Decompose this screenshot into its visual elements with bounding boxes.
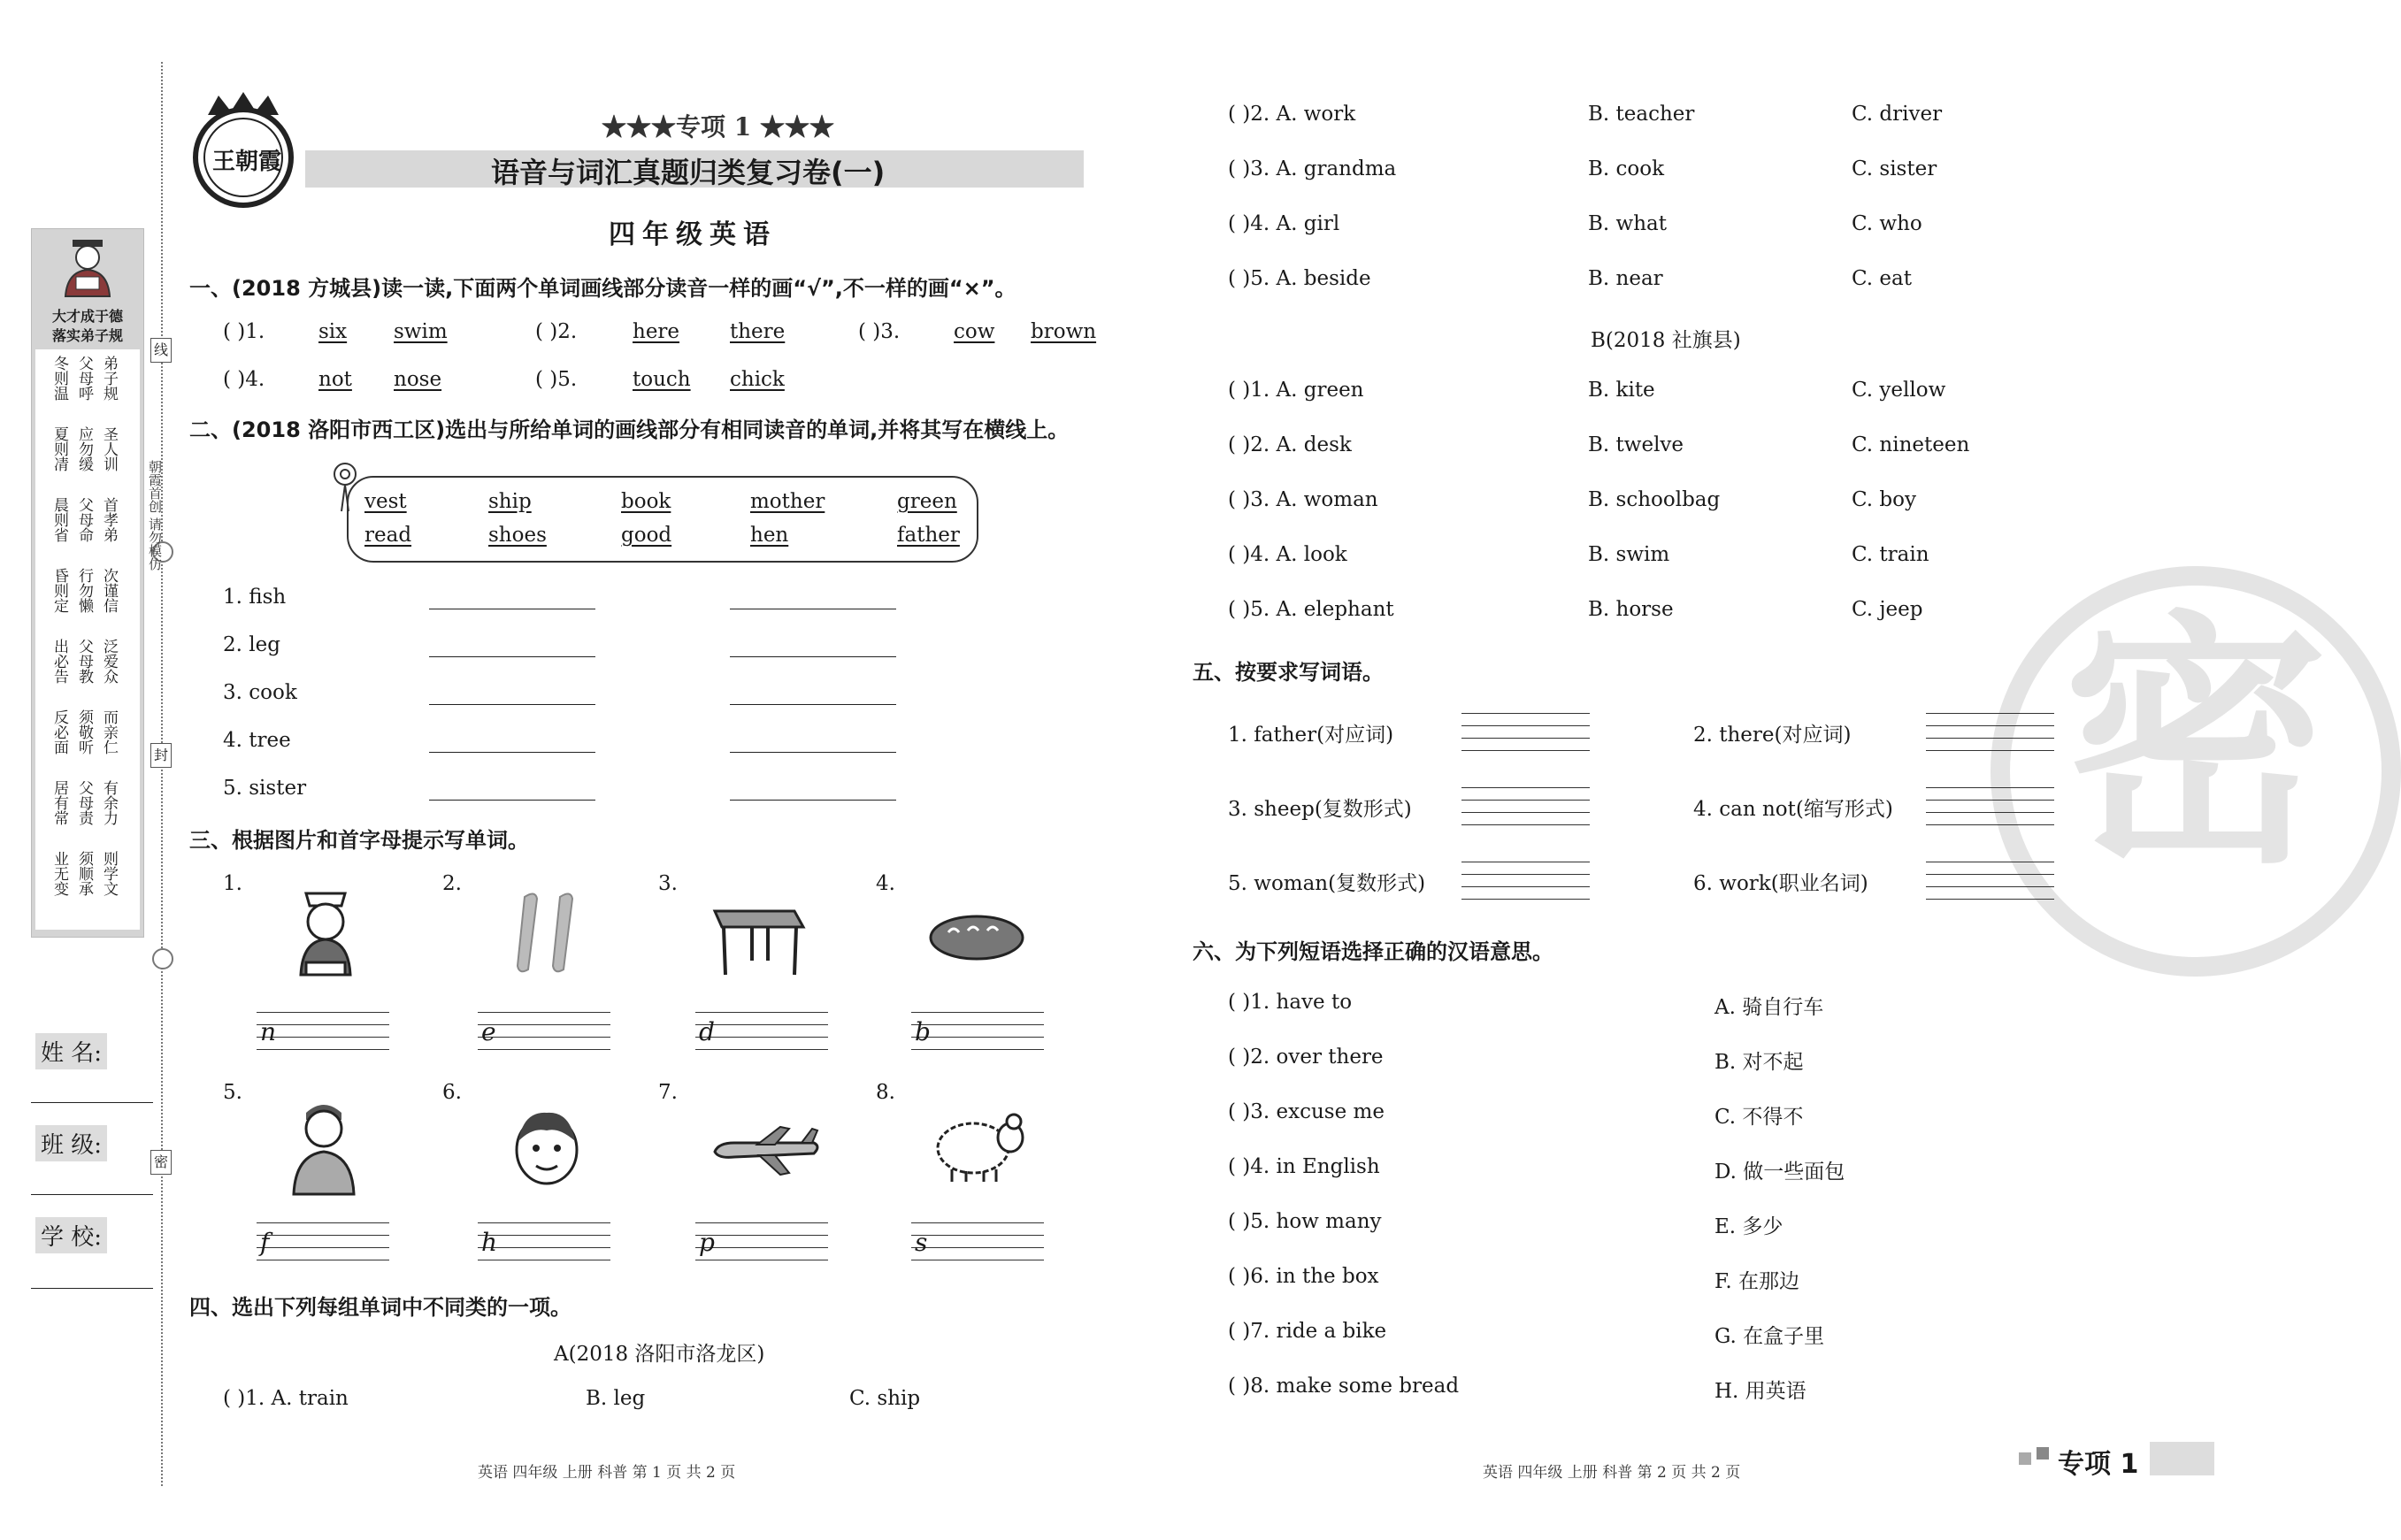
s6-answer: E. 多少 — [1714, 1215, 1783, 1238]
s2-item: 3. cook — [223, 681, 297, 704]
s6-question: ( )8. make some bread — [1228, 1375, 1460, 1398]
pic-num: 8. — [876, 1081, 895, 1104]
s6-answer: G. 在盒子里 — [1714, 1325, 1825, 1348]
writing-lines[interactable] — [478, 1012, 610, 1054]
s4-b-item-b: B. kite — [1588, 379, 1655, 402]
writing-lines[interactable] — [257, 1012, 389, 1054]
school-field[interactable] — [31, 1288, 153, 1289]
motto-cell: 首孝弟 — [100, 497, 118, 542]
class-field[interactable] — [31, 1194, 153, 1195]
seal-mark-3: 密 — [150, 1150, 172, 1175]
box-word: mother — [750, 490, 825, 513]
s4-b-item: ( )3. A. woman — [1228, 488, 1378, 511]
section4-heading: 四、选出下列每组单词中不同类的一项。 — [189, 1295, 571, 1320]
s4-b-item-c: C. nineteen — [1852, 433, 1970, 456]
box-word: ship — [488, 490, 532, 513]
box-word: read — [364, 524, 412, 547]
sheep-picture — [931, 1106, 1028, 1185]
box-word: hen — [750, 524, 789, 547]
motto-cell: 父母责 — [75, 780, 93, 825]
hint-letter: d — [699, 1017, 715, 1046]
vertical-notice: 朝霞首创 请勿模仿 — [147, 460, 163, 571]
seal-mark-1: 线 — [150, 338, 172, 363]
plane-picture — [710, 1123, 823, 1180]
right-page-footer: 英语 四年级 上册 科普 第 2 页 共 2 页 — [1483, 1464, 1741, 1482]
pic-num: 4. — [876, 872, 895, 895]
answer-lines[interactable] — [1461, 787, 1590, 828]
answer-blank[interactable] — [429, 704, 595, 705]
s2-item: 2. leg — [223, 633, 280, 656]
answer-lines[interactable] — [1926, 787, 2054, 828]
motto-cell: 晨则省 — [50, 497, 68, 542]
s4-a-heading: A(2018 洛阳市洛龙区) — [554, 1343, 765, 1366]
box-word: good — [621, 524, 672, 547]
s4-a1-b: B. leg — [586, 1387, 646, 1410]
answer-lines[interactable] — [1926, 713, 2054, 754]
s1-item-5-a: touch — [633, 368, 691, 391]
page-title: 语音与词汇真题归类复习卷(一) — [491, 156, 886, 189]
nurse-picture — [281, 883, 370, 982]
hint-letter: f — [260, 1228, 270, 1257]
answer-blank[interactable] — [730, 800, 896, 801]
pic-num: 6. — [442, 1081, 462, 1104]
s4-b-item: ( )1. A. green — [1228, 379, 1364, 402]
s6-question: ( )2. over there — [1228, 1046, 1384, 1069]
s6-question: ( )4. in English — [1228, 1155, 1380, 1178]
pic-num: 7. — [658, 1081, 678, 1104]
motto-cell: 泛爱众 — [100, 639, 118, 684]
s6-question: ( )3. excuse me — [1228, 1100, 1385, 1123]
knot-icon — [152, 948, 173, 969]
section1-heading: 一、(2018 方城县)读一读,下面两个单词画线部分读音一样的画“√”,不一样的画“×”。 — [189, 276, 1016, 301]
motto-cell: 夏则凊 — [50, 426, 68, 471]
motto-line-1: 大才成于德 — [51, 308, 123, 325]
s6-question: ( )5. how many — [1228, 1210, 1382, 1233]
s4-a-item-c: C. who — [1852, 212, 1922, 235]
pic-num: 2. — [442, 872, 462, 895]
motto-cell: 父母教 — [75, 639, 93, 684]
s6-answer: D. 做一些面包 — [1714, 1161, 1845, 1184]
motto-cell: 应勿缓 — [75, 426, 93, 471]
brand-name: 王朝霞 — [212, 149, 282, 175]
name-field[interactable] — [31, 1102, 153, 1103]
s5-item: 3. sheep(复数形式) — [1228, 798, 1412, 821]
section5-heading: 五、按要求写词语。 — [1193, 660, 1384, 685]
hint-letter: s — [915, 1228, 928, 1257]
bread-picture — [927, 909, 1026, 962]
s6-question: ( )1. have to — [1228, 991, 1353, 1014]
s1-item-1-num: ( )1. — [223, 320, 265, 343]
motto-cell: 次谨信 — [100, 568, 118, 613]
motto-cell: 父母呼 — [75, 356, 93, 401]
s4-b-item-b: B. twelve — [1588, 433, 1684, 456]
s4-b-item: ( )5. A. elephant — [1228, 598, 1394, 621]
answer-blank[interactable] — [429, 800, 595, 801]
s4-b-item: ( )4. A. look — [1228, 543, 1347, 566]
s5-item: 4. can not(缩写形式) — [1693, 798, 1893, 821]
answer-blank[interactable] — [730, 704, 896, 705]
box-word: vest — [364, 490, 407, 513]
s5-item: 5. woman(复数形式) — [1228, 872, 1426, 895]
s6-answer: F. 在那边 — [1714, 1270, 1799, 1293]
box-word: shoes — [488, 524, 547, 547]
writing-lines[interactable] — [257, 1222, 389, 1265]
hint-letter: p — [699, 1228, 715, 1257]
hint-letter: n — [260, 1017, 277, 1046]
pic-num: 5. — [223, 1081, 242, 1104]
section6-heading: 六、为下列短语选择正确的汉语意思。 — [1193, 939, 1553, 964]
corner-dots — [2037, 1447, 2049, 1460]
writing-lines[interactable] — [911, 1222, 1044, 1265]
s1-item-2-b: there — [730, 320, 786, 343]
motto-cell: 行勿懒 — [75, 568, 93, 613]
motto-cell: 父母命 — [75, 497, 93, 542]
s2-item: 5. sister — [223, 777, 307, 800]
s6-question: ( )7. ride a bike — [1228, 1320, 1387, 1343]
s6-answer: B. 对不起 — [1714, 1051, 1804, 1074]
s4-b-item-b: B. swim — [1588, 543, 1670, 566]
motto-cell: 昏则定 — [50, 568, 68, 613]
answer-lines[interactable] — [1926, 862, 2054, 902]
left-page-footer: 英语 四年级 上册 科普 第 1 页 共 2 页 — [478, 1464, 736, 1482]
answer-blank[interactable] — [429, 656, 595, 657]
answer-lines[interactable] — [1461, 862, 1590, 902]
writing-lines[interactable] — [478, 1222, 610, 1265]
flower-knot-icon — [326, 460, 364, 513]
s4-a-item-b: B. what — [1588, 212, 1667, 235]
s1-item-2-num: ( )2. — [535, 320, 578, 343]
s4-a-item: ( )4. A. girl — [1228, 212, 1340, 235]
s1-item-5-num: ( )5. — [535, 368, 578, 391]
s4-b-item-c: C. boy — [1852, 488, 1916, 511]
number-eleven-picture — [509, 888, 588, 977]
s1-item-1-b: swim — [394, 320, 448, 343]
s1-item-4-a: not — [318, 368, 352, 391]
s4-b-item-c: C. jeep — [1852, 598, 1923, 621]
motto-cell: 圣人训 — [100, 426, 118, 471]
motto-cell: 须顺承 — [75, 851, 93, 896]
section2-heading: 二、(2018 洛阳市西工区)选出与所给单词的画线部分有相同读音的单词,并将其写在横线上。 — [189, 418, 1070, 442]
box-word: father — [897, 524, 960, 547]
pic-num: 3. — [658, 872, 678, 895]
writing-lines[interactable] — [695, 1012, 828, 1054]
motto-grid-text — [51, 356, 131, 922]
corner-tab — [2150, 1442, 2214, 1475]
s4-a-item-c: C. eat — [1852, 267, 1912, 290]
s4-b-item-c: C. train — [1852, 543, 1929, 566]
word-box — [347, 476, 978, 563]
scholar-figure-icon — [58, 238, 117, 300]
s2-item: 4. tree — [223, 729, 291, 752]
s6-answer: A. 骑自行车 — [1714, 996, 1824, 1019]
s4-a1-c: C. ship — [849, 1387, 921, 1410]
motto-cell: 反必面 — [50, 709, 68, 755]
s1-item-2-a: here — [633, 320, 680, 343]
seal-mark-2: 封 — [150, 743, 172, 768]
s1-item-5-b: chick — [730, 368, 785, 391]
s4-a-item-b: B. cook — [1588, 157, 1665, 180]
s5-item: 6. work(职业名词) — [1693, 872, 1868, 895]
motto-cell: 须敬听 — [75, 709, 93, 755]
s6-question: ( )6. in the box — [1228, 1265, 1379, 1288]
section3-heading: 三、根据图片和首字母提示写单词。 — [189, 828, 529, 853]
corner-label: 专项 1 — [2058, 1449, 2139, 1480]
motto-cell: 冬则温 — [50, 356, 68, 401]
desk-picture — [708, 893, 807, 978]
box-word: green — [897, 490, 957, 513]
s4-a-item: ( )2. A. work — [1228, 103, 1356, 126]
answer-blank[interactable] — [730, 656, 896, 657]
writing-lines[interactable] — [911, 1012, 1044, 1054]
s4-b-item-b: B. schoolbag — [1588, 488, 1721, 511]
s4-b-item-c: C. yellow — [1852, 379, 1946, 402]
watermark-seal: 密 — [1991, 566, 2401, 977]
motto-line-2: 落实弟子规 — [51, 327, 123, 344]
pic-num: 1. — [223, 872, 242, 895]
s1-item-3-b: brown — [1031, 320, 1097, 343]
hint-letter: b — [915, 1017, 931, 1046]
motto-cell: 弟子规 — [100, 356, 118, 401]
name-label: 姓 名: — [35, 1033, 107, 1069]
page-subtitle: 四年级英语 — [609, 219, 777, 250]
binding-dotted-line — [161, 62, 163, 1486]
motto-cell: 居有常 — [50, 780, 68, 825]
s4-b-heading: B(2018 社旗县) — [1591, 329, 1741, 352]
motto-cell: 业无变 — [50, 851, 68, 896]
s4-a-item: ( )5. A. beside — [1228, 267, 1371, 290]
motto-cell: 出必告 — [50, 639, 68, 684]
school-label: 学 校: — [35, 1217, 107, 1253]
answer-blank[interactable] — [429, 752, 595, 753]
s6-answer: H. 用英语 — [1714, 1380, 1807, 1403]
s4-b-item-b: B. horse — [1588, 598, 1674, 621]
box-word: book — [621, 490, 671, 513]
hint-letter: h — [481, 1228, 498, 1257]
class-label: 班 级: — [35, 1125, 107, 1161]
s4-b-item: ( )2. A. desk — [1228, 433, 1352, 456]
motto-cell: 而亲仁 — [100, 709, 118, 755]
s1-item-3-a: cow — [954, 320, 995, 343]
motto-cell: 则学文 — [100, 851, 118, 896]
s4-a-item-b: B. near — [1588, 267, 1663, 290]
head-picture — [506, 1106, 587, 1187]
answer-blank[interactable] — [730, 752, 896, 753]
corner-dots — [2019, 1452, 2031, 1465]
s4-a-item-b: B. teacher — [1588, 103, 1695, 126]
s2-item: 1. fish — [223, 586, 287, 609]
s4-a-item: ( )3. A. grandma — [1228, 157, 1397, 180]
s1-item-3-num: ( )3. — [858, 320, 901, 343]
special-label: ★★★专项 1 ★★★ — [602, 112, 834, 142]
writing-lines[interactable] — [695, 1222, 828, 1265]
hint-letter: e — [481, 1017, 496, 1046]
father-picture — [285, 1093, 363, 1196]
s4-a-item-c: C. driver — [1852, 103, 1943, 126]
s1-item-4-num: ( )4. — [223, 368, 265, 391]
s5-item: 2. there(对应词) — [1693, 724, 1852, 747]
answer-lines[interactable] — [1461, 713, 1590, 754]
s4-a-item-c: C. sister — [1852, 157, 1937, 180]
s1-item-1-a: six — [318, 320, 348, 343]
s1-item-4-b: nose — [394, 368, 442, 391]
s4-a1-num: ( )1. A. train — [223, 1387, 349, 1410]
motto-cell: 有余力 — [100, 780, 118, 825]
s6-answer: C. 不得不 — [1714, 1106, 1804, 1129]
s5-item: 1. father(对应词) — [1228, 724, 1394, 747]
